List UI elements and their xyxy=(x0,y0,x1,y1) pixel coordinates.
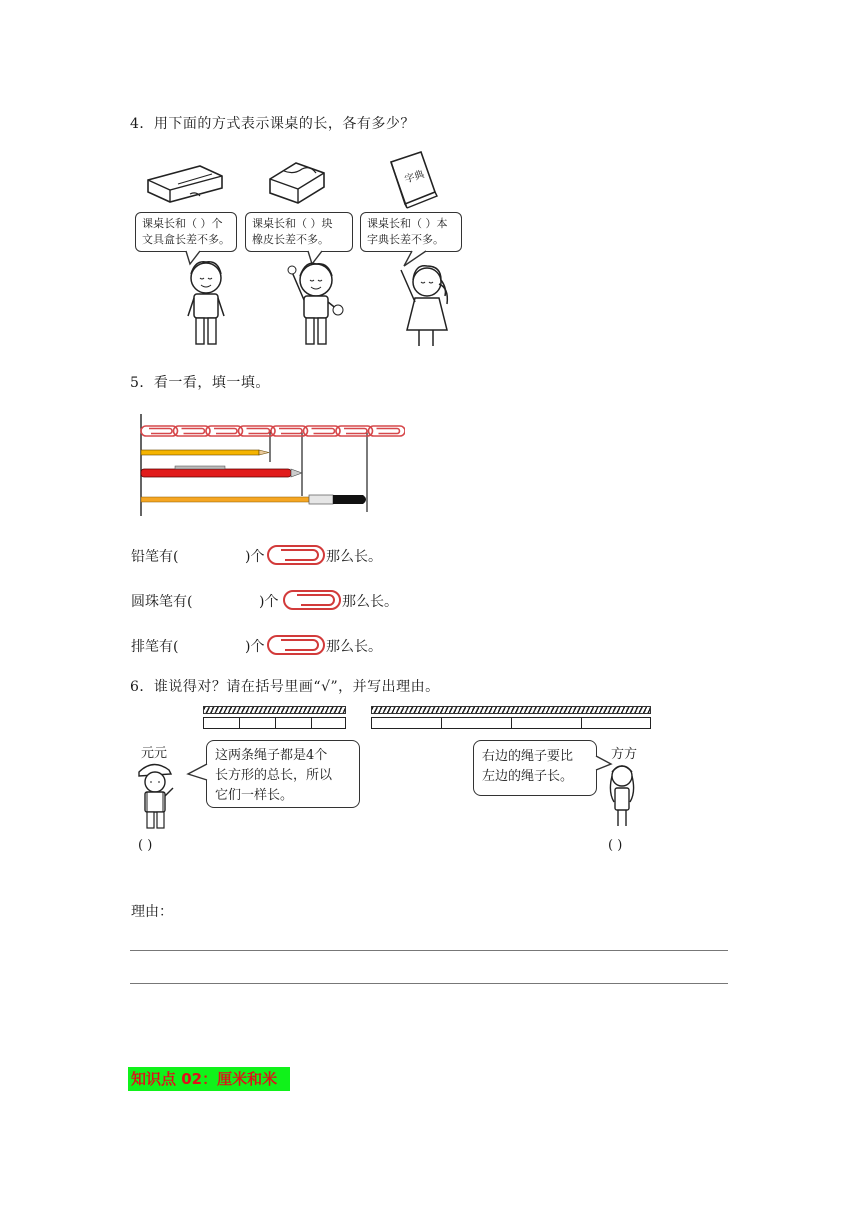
answer-paren-right[interactable]: ( ) xyxy=(608,838,623,853)
bubble-text-line: 课桌长和（ ）块 xyxy=(252,217,333,230)
row-prefix: 圆珠笔有( xyxy=(131,594,193,610)
bubble-tail-right xyxy=(595,754,613,774)
row-prefix: 铅笔有( xyxy=(131,549,179,565)
row-suffix: 那么长。 xyxy=(342,594,398,610)
row-suffix: 那么长。 xyxy=(326,549,382,565)
paperclip xyxy=(141,426,178,436)
right-character-name: 方方 xyxy=(611,747,638,762)
bubble-text-line: 左边的绳子长。 xyxy=(482,769,574,784)
bubble-tail-left xyxy=(186,762,208,784)
speech-bubble-pencil-case xyxy=(135,212,237,252)
pencil-illustration xyxy=(141,450,269,455)
paperclip-chain xyxy=(141,426,405,436)
fill-row-ballpoint xyxy=(131,591,192,611)
answer-line-1[interactable] xyxy=(130,950,728,951)
paperclip xyxy=(369,426,406,436)
question-5-title: 5．看一看，填一填。 xyxy=(130,375,270,391)
row-prefix: 排笔有( xyxy=(131,639,179,655)
ballpoint-pen-illustration xyxy=(141,466,302,477)
boy-illustration-2 xyxy=(286,258,350,350)
paperclip xyxy=(304,426,341,436)
brush-illustration xyxy=(141,495,366,504)
row-middle: )个 xyxy=(245,549,265,565)
paperclip-icon xyxy=(283,588,341,612)
pencil-case-illustration xyxy=(142,162,226,206)
left-rope xyxy=(203,706,346,714)
speech-bubble-fangfang xyxy=(473,740,597,796)
row-suffix: 那么长。 xyxy=(326,639,382,655)
bubble-text-line: 它们一样长。 xyxy=(215,788,294,803)
left-character-name: 元元 xyxy=(141,746,168,761)
bubble-text-line: 长方形的总长，所以 xyxy=(215,768,333,783)
eraser-illustration xyxy=(266,157,328,205)
right-rope xyxy=(371,706,651,714)
question-6-title: 6．谁说得对？请在括号里画“√”，并写出理由。 xyxy=(130,679,440,695)
paperclip-icon xyxy=(267,633,325,657)
right-rope-rectangle xyxy=(441,717,512,729)
paperclip-icon xyxy=(267,543,325,567)
bubble-text-line: 这两条绳子都是4个 xyxy=(215,748,328,763)
girl-illustration xyxy=(395,262,459,352)
fill-row-brush xyxy=(131,636,178,656)
bubble-text-line: 课桌长和（ ）个 xyxy=(142,217,223,230)
knowledge-point-heading: 知识点 02：厘米和米 xyxy=(128,1067,290,1091)
left-rope-rectangle xyxy=(203,717,240,729)
answer-paren-left[interactable]: ( ) xyxy=(138,838,153,853)
measurement-diagram xyxy=(135,412,405,518)
right-rope-rectangle xyxy=(581,717,651,729)
bubble-text-line: 橡皮长差不多。 xyxy=(252,233,329,246)
boy-yuanyuan-illustration xyxy=(133,758,179,834)
speech-bubble-yuanyuan xyxy=(206,740,360,808)
bubble-text-line: 课桌长和（ ）本 xyxy=(367,217,448,230)
left-rope-rectangle xyxy=(275,717,312,729)
left-rope-rectangle xyxy=(239,717,276,729)
answer-line-2[interactable] xyxy=(130,983,728,984)
row-middle: )个 xyxy=(259,594,279,610)
bubble-text-line: 文具盒长差不多。 xyxy=(142,233,230,246)
reason-label: 理由： xyxy=(131,904,173,920)
boy-illustration-1 xyxy=(180,258,232,350)
paperclip xyxy=(206,426,243,436)
question-4-title: 4．用下面的方式表示课桌的长，各有多少？ xyxy=(130,116,415,132)
right-rope-rectangle xyxy=(511,717,582,729)
right-rope-rectangle xyxy=(371,717,442,729)
speech-bubble-dictionary xyxy=(360,212,462,252)
left-rope-rectangle xyxy=(311,717,346,729)
dictionary-label: 字典 xyxy=(403,169,426,186)
speech-bubble-eraser xyxy=(245,212,353,252)
paperclip xyxy=(174,426,211,436)
fill-row-pencil xyxy=(131,546,178,566)
bubble-text-line: 右边的绳子要比 xyxy=(482,749,574,764)
row-middle: )个 xyxy=(245,639,265,655)
bubble-text-line: 字典长差不多。 xyxy=(367,233,444,246)
